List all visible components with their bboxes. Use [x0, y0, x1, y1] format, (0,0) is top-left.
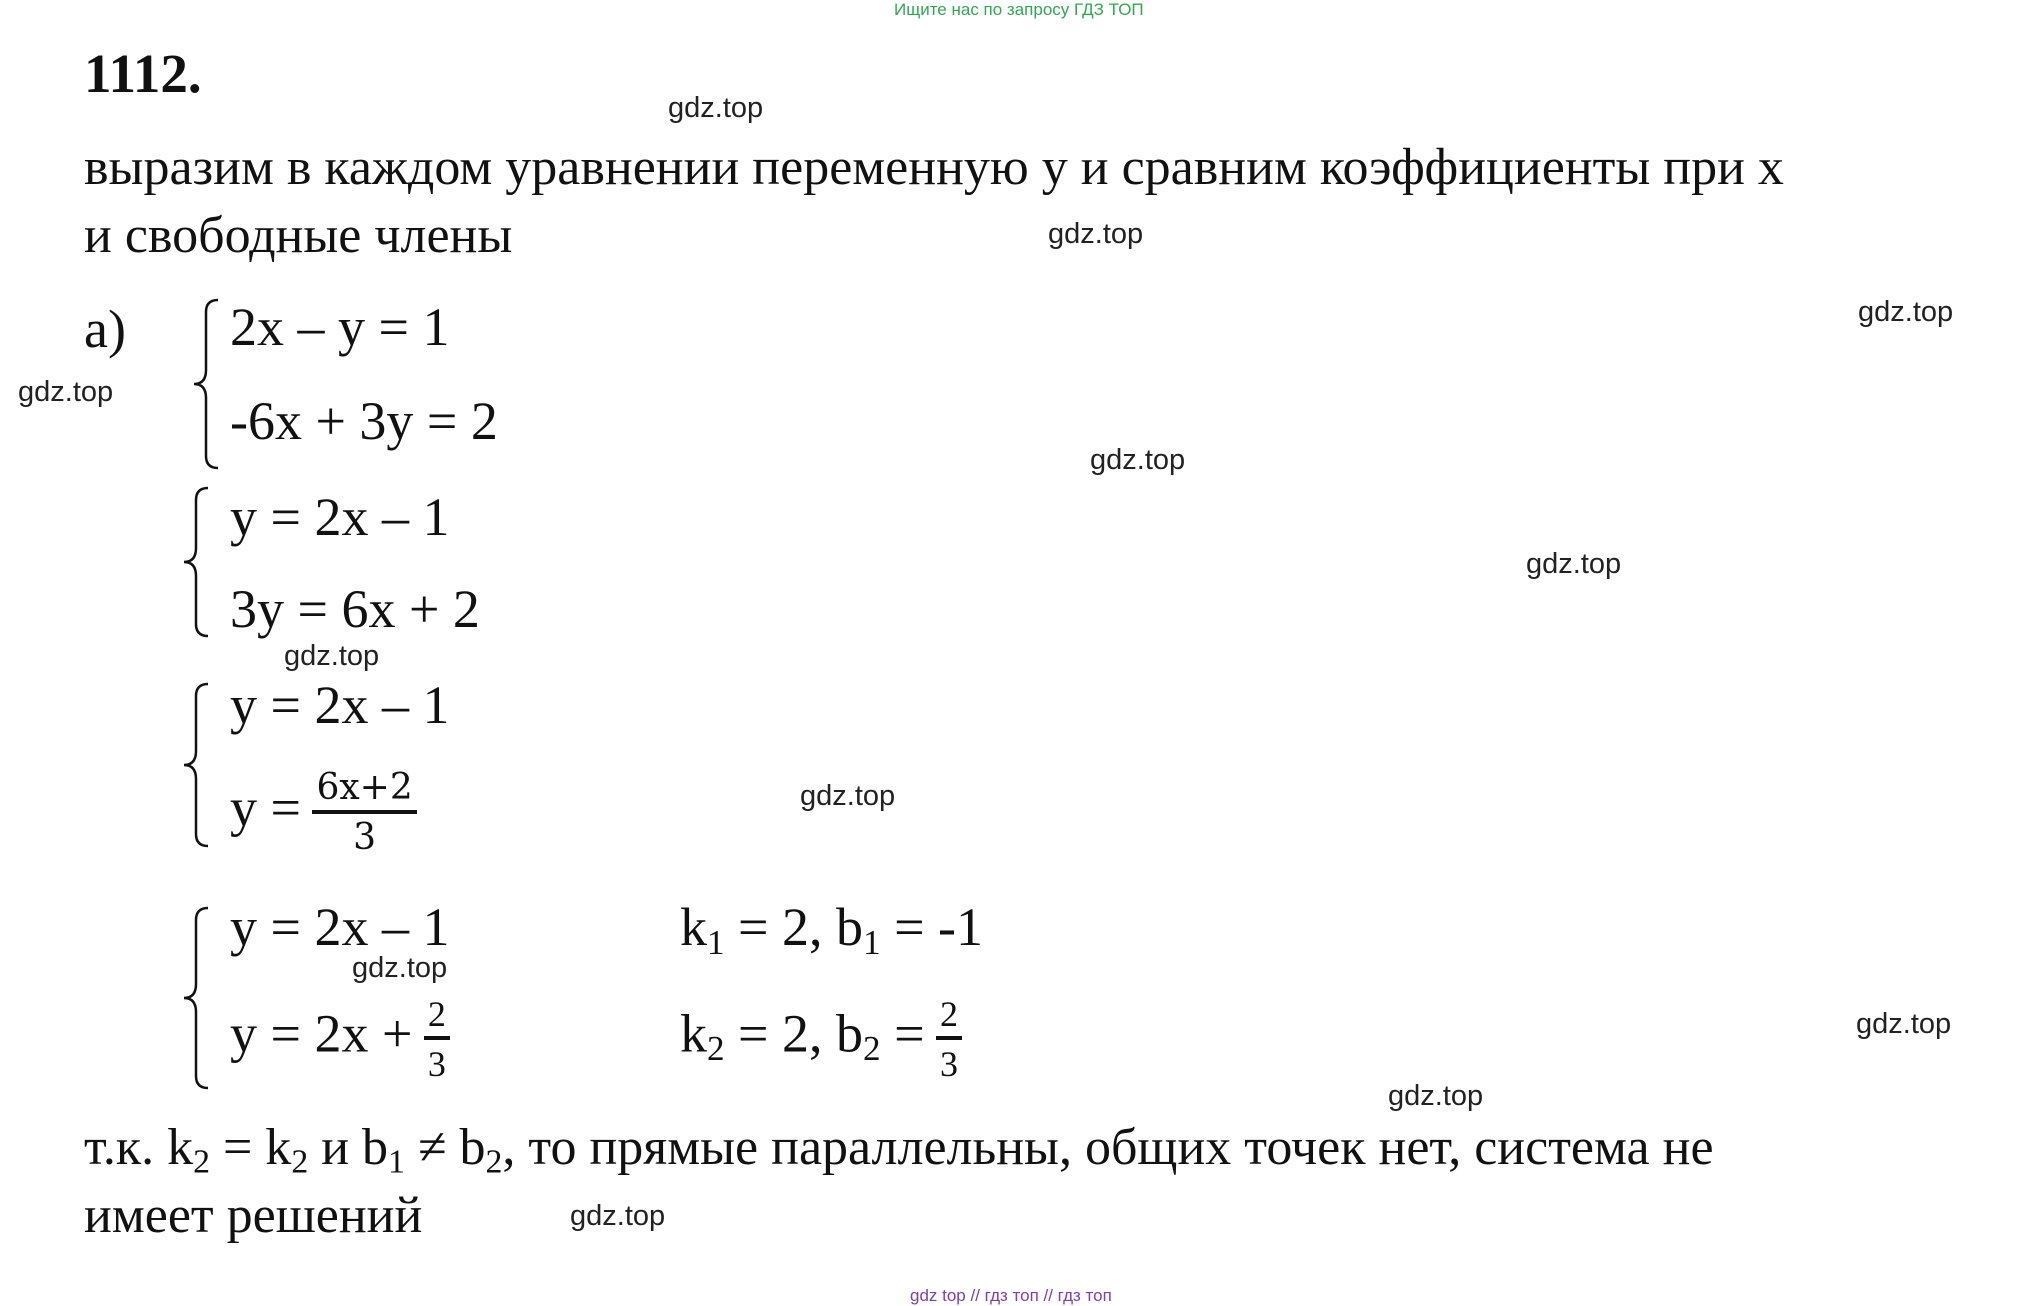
subscript: 2 [193, 1143, 210, 1181]
system-1-eq-2: -6x + 3y = 2 [230, 391, 498, 451]
subscript: 2 [485, 1143, 503, 1181]
watermark: gdz.top [18, 376, 114, 408]
fraction [938, 996, 960, 1082]
coefficients-row-1 [680, 896, 983, 962]
k-symbol: k [680, 1003, 707, 1064]
fraction-numerator: 6x+2 [316, 767, 413, 808]
watermark: gdz.top [1856, 1008, 1952, 1040]
watermark: gdz.top [570, 1200, 666, 1232]
intro-line-2: и свободные члены [84, 207, 513, 264]
system-4-eq-2-prefix: y = 2x + [230, 1003, 426, 1064]
system-2-eq-2: 3y = 6x + 2 [230, 579, 480, 639]
problem-number: 1112. [84, 43, 202, 104]
watermark: gdz.top [800, 780, 896, 812]
system-4-eq-1: y = 2x – 1 [230, 897, 450, 957]
conclusion-line-1 [84, 1118, 1714, 1181]
fraction [314, 767, 414, 858]
subscript: 2 [291, 1143, 309, 1181]
system-3-brace [176, 682, 216, 848]
k-subscript: 2 [707, 1029, 725, 1069]
system-3-eq-2-prefix: y = [230, 777, 315, 838]
coef-text: = 2, b [724, 897, 864, 957]
k-symbol: k [680, 897, 707, 957]
conclusion-line-2: имеет решений [84, 1187, 423, 1244]
part-label: а) [84, 299, 126, 359]
fraction-denominator: 3 [936, 1036, 962, 1082]
watermark: gdz.top [1048, 218, 1144, 250]
watermark: gdz.top [1090, 444, 1186, 476]
intro-line-1: выразим в каждом уравнении переменную у и сравним коэффициенты при х [84, 139, 1784, 196]
watermark: gdz.top [1526, 548, 1622, 580]
watermark: gdz.top [1388, 1080, 1484, 1112]
coefficients-row-2 [680, 996, 960, 1082]
system-2-brace [176, 486, 216, 638]
conclusion-text: , то прямые параллельны, общих точек нет, система не [502, 1119, 1714, 1176]
b-subscript: 2 [863, 1029, 881, 1069]
fraction-numerator: 2 [427, 994, 446, 1034]
conclusion-text: т.к. k [84, 1119, 194, 1176]
fraction-numerator: 2 [940, 994, 959, 1034]
conclusion-text: ≠ b [404, 1119, 486, 1176]
b-subscript: 1 [863, 922, 881, 962]
coef-equals: = [880, 1003, 939, 1064]
system-3-eq-2 [230, 767, 415, 858]
fraction-denominator: 3 [312, 810, 416, 856]
watermark: gdz.top [1858, 296, 1954, 328]
watermark: gdz.top [284, 640, 380, 672]
subscript: 1 [388, 1143, 405, 1181]
system-4-eq-2 [230, 996, 448, 1082]
system-1-brace [186, 298, 226, 470]
system-1-eq-1: 2x – y = 1 [230, 297, 450, 357]
system-3-eq-1: y = 2x – 1 [230, 675, 450, 735]
system-2-eq-1: y = 2x – 1 [230, 487, 450, 547]
conclusion-text: и b [308, 1119, 389, 1176]
k-subscript: 1 [707, 922, 725, 962]
footer-links: gdz top // гдз топ // гдз топ [910, 1286, 1112, 1305]
system-4-brace [176, 906, 216, 1090]
watermark: gdz.top [352, 952, 448, 984]
top-banner: Ищите нас по запросу ГДЗ ТОП [894, 0, 1144, 19]
coef-value: = -1 [880, 897, 983, 957]
fraction [426, 996, 448, 1082]
conclusion-text: = k [209, 1119, 292, 1176]
fraction-denominator: 3 [424, 1036, 450, 1082]
watermark: gdz.top [668, 92, 764, 124]
coef-text: = 2, b [724, 1003, 864, 1064]
